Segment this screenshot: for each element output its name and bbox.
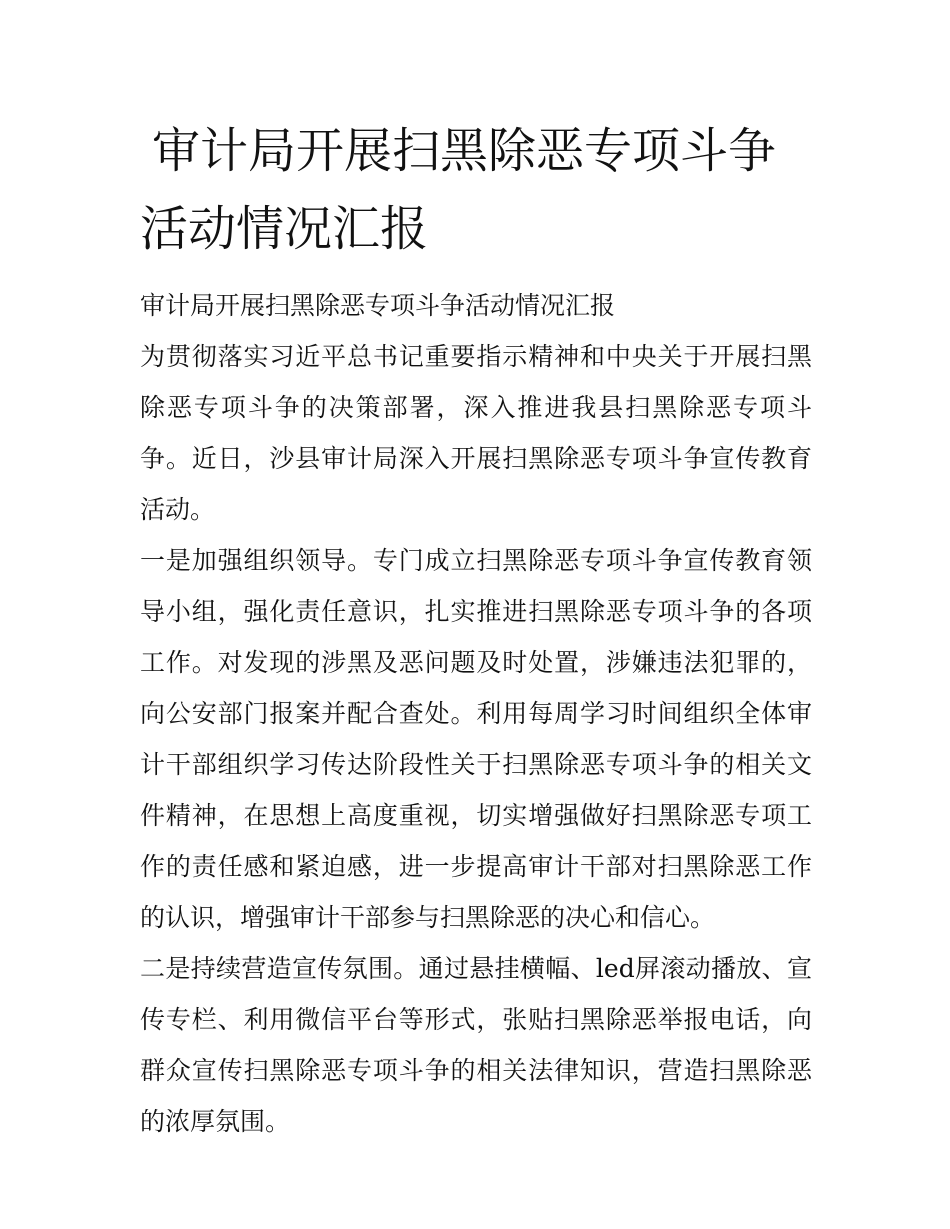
- paragraph-subtitle: 审计局开展扫黑除恶专项斗争活动情况汇报: [140, 291, 616, 320]
- document-body: [140, 280, 812, 1147]
- paragraph-point-two: 二是持续营造宣传氛围。通过悬挂横幅、led屏滚动播放、宣传专栏、利用微信平台等形式，张贴扫黑除恶举报电话，向群众宣传扫黑除恶专项斗争的相关法律知识，营造扫黑除恶的浓厚氛围。: [140, 954, 812, 1136]
- paragraph-intro: 为贯彻落实习近平总书记重要指示精神和中央关于开展扫黑除恶专项斗争的决策部署，深入推进我县扫黑除恶专项斗争。近日，沙县审计局深入开展扫黑除恶专项斗争宣传教育活动。: [140, 342, 812, 524]
- paragraph-point-one: 一是加强组织领导。专门成立扫黑除恶专项斗争宣传教育领导小组，强化责任意识，扎实推进扫黑除恶专项斗争的各项工作。对发现的涉黑及恶问题及时处置，涉嫌违法犯罪的，向公安部门报案并配合查处。利用每周学习时间组织全体审计干部组织学习传达阶段性关于扫黑除恶专项斗争的相关文件精神，在思想上高度重视，切实增强做好扫黑除恶专项工作的责任感和紧迫感，进一步提高审计干部对扫黑除恶工作的认识，增强审计干部参与扫黑除恶的决心和信心。: [140, 546, 812, 932]
- document-title: 审计局开展扫黑除恶专项斗争活动情况汇报: [140, 123, 777, 257]
